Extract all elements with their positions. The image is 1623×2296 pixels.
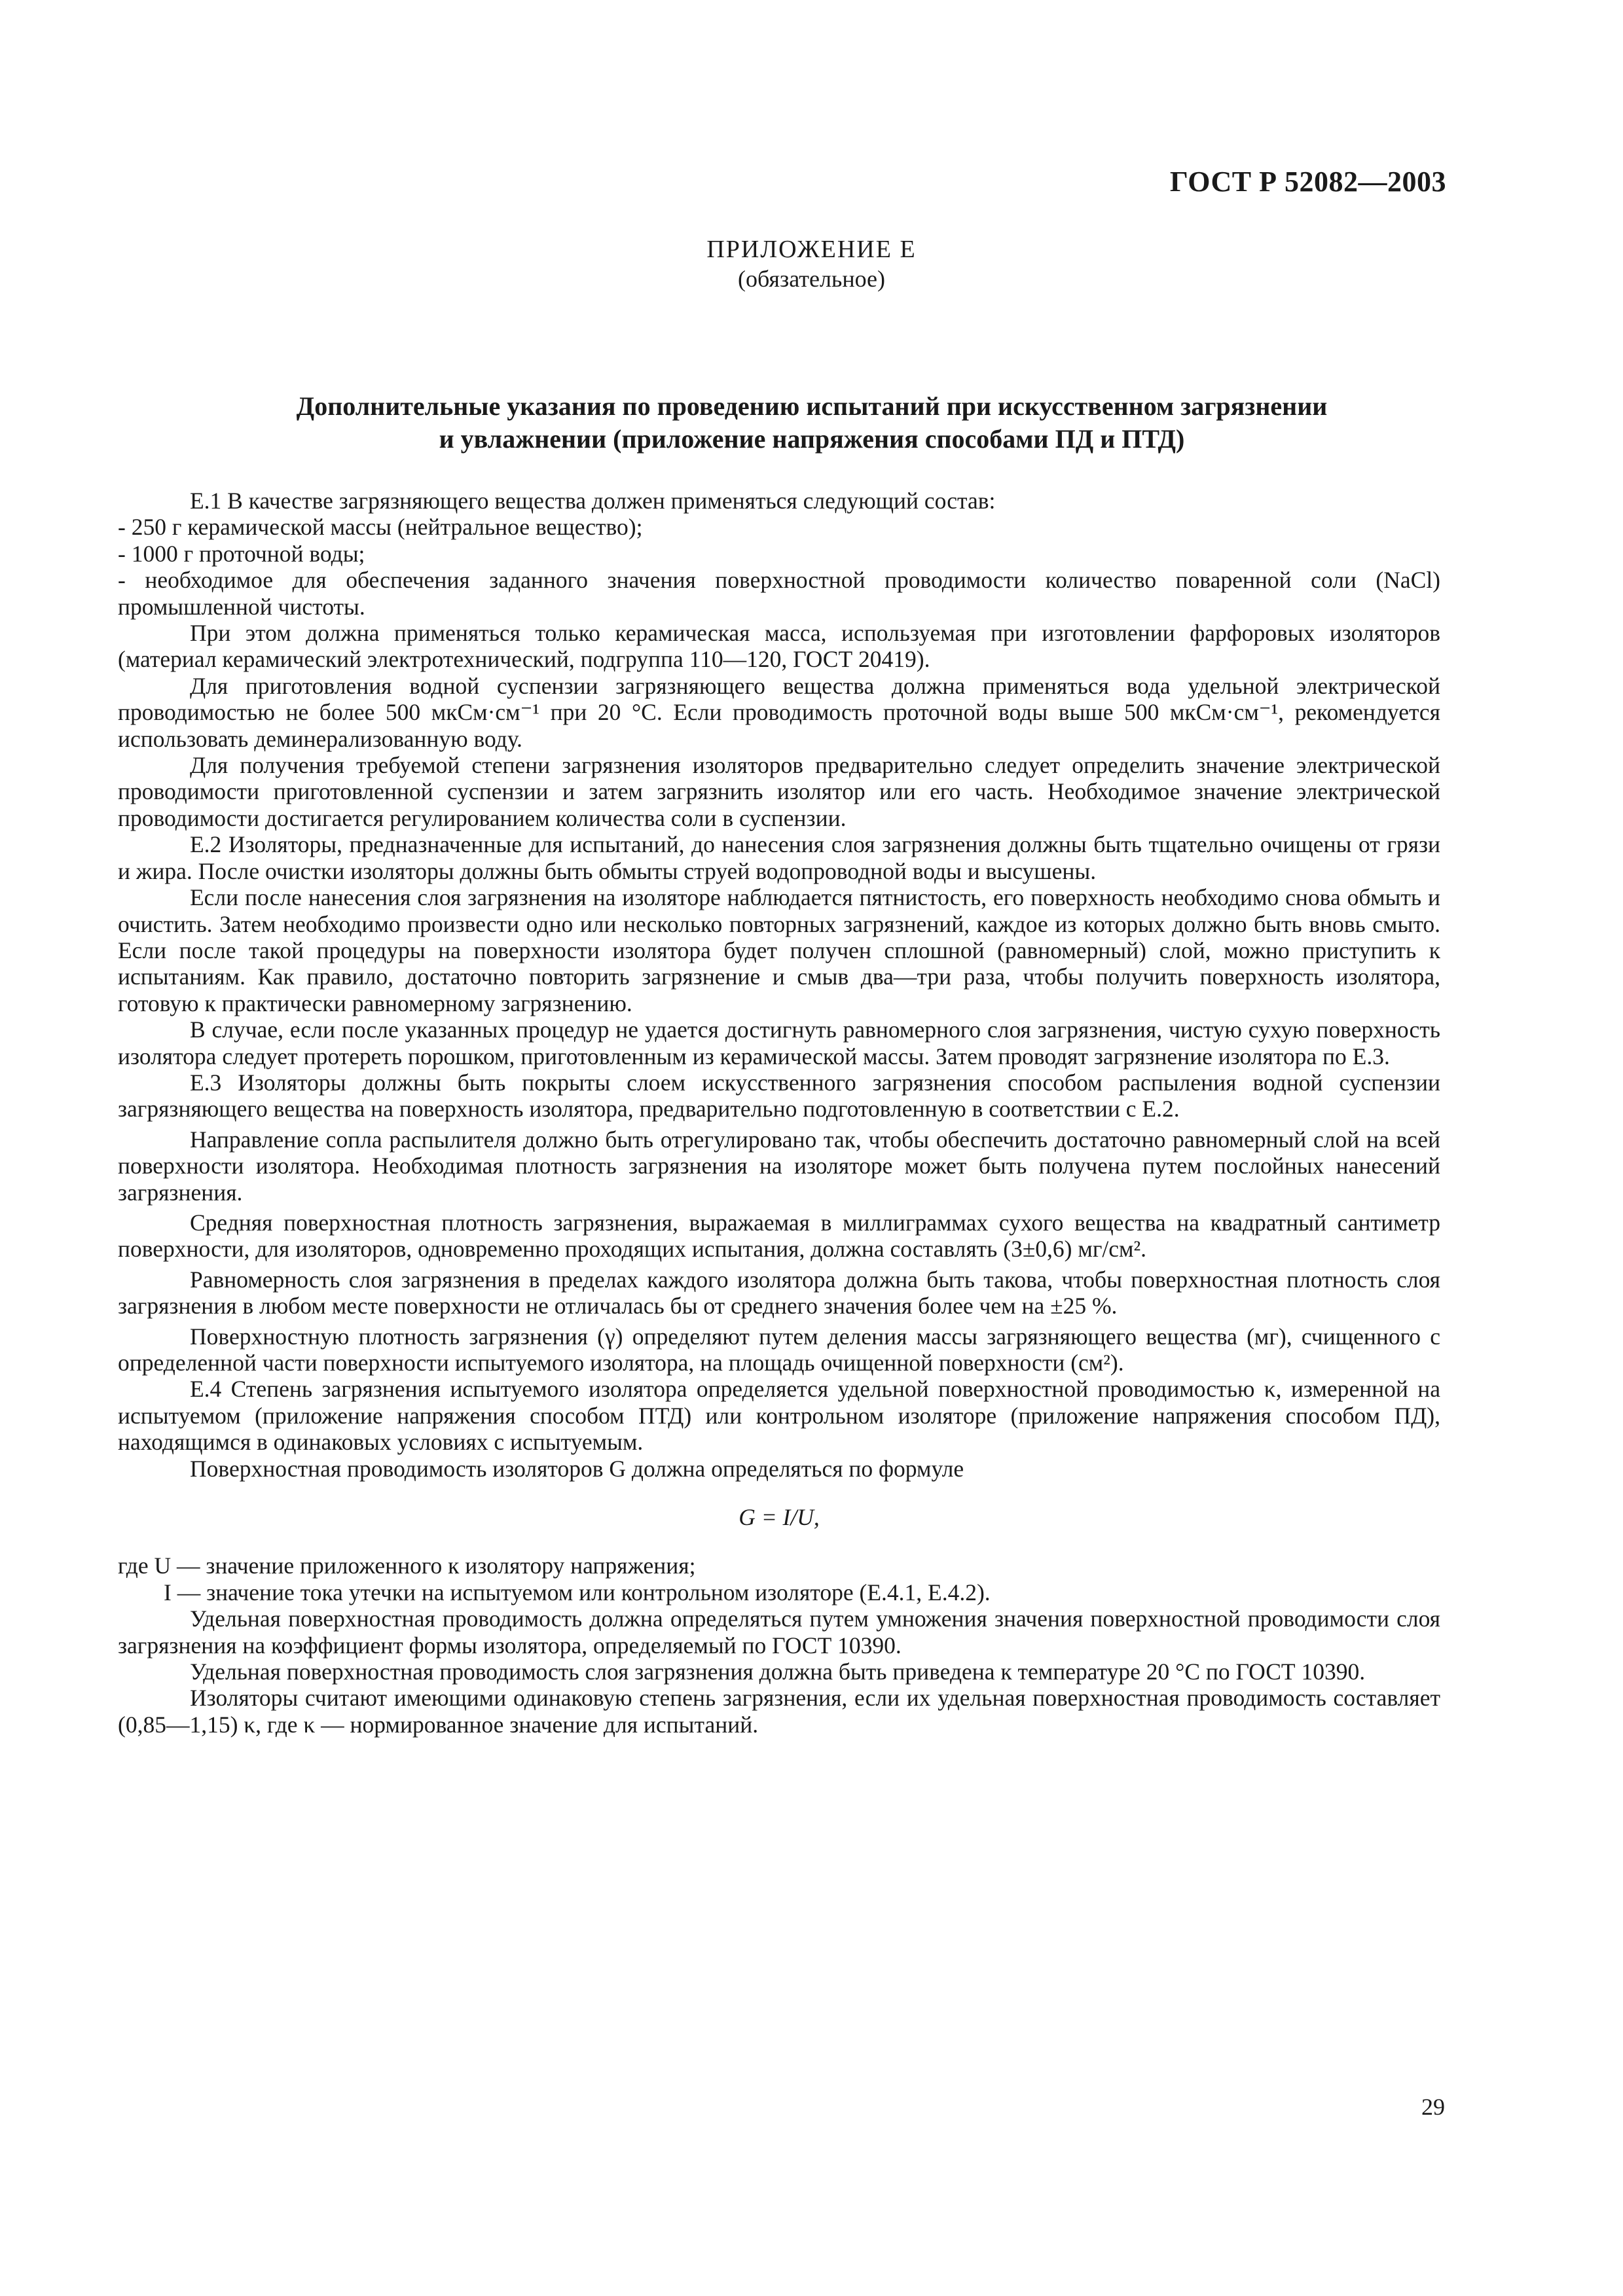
paragraph: Поверхностная проводимость изоляторов G должна определяться по формуле bbox=[190, 1455, 964, 1482]
paragraph: Для приготовления водной суспензии загрязняющего вещества должна применяться вода удельной электрической проводимостью не более 500 мкСм·см⁻¹ при 20 °С. Если проводимость проточной воды выше 500 мкСм·см⁻¹, рекомендуется использовать деминерализованную воду. bbox=[118, 672, 1440, 752]
list-item: - 1000 г проточной воды; bbox=[118, 540, 365, 567]
paragraph: Удельная поверхностная проводимость слоя загрязнения должна быть приведена к температуре 20 °С по ГОСТ 10390. bbox=[190, 1659, 1366, 1685]
paragraph: Поверхностную плотность загрязнения (γ) определяют путем деления массы загрязняющего вещества (мг), счищенного с определенной части поверхности испытуемого изолятора, на площадь очищенной поверхности (см²). bbox=[118, 1323, 1440, 1376]
formula: G = I/U, bbox=[739, 1504, 820, 1531]
paragraph: Если после нанесения слоя загрязнения на изоляторе наблюдается пятнистость, его поверхность необходимо снова обмыть и очистить. Затем необходимо произвести одно или несколько повторных загрязнений, каждое из которых должно быть вновь смыто. Если после такой процедуры на поверхности изолятора будет получен сплошной (равномерный) слой, можно приступить к испытаниям. Как правило, достаточно повторить загрязнение и смыв два—три раза, чтобы получить поверхность изолятора, готовую к практически равномерному загрязнению. bbox=[118, 884, 1440, 1016]
paragraph: Удельная поверхностная проводимость должна определяться путем умножения значения поверхностной проводимости слоя загрязнения на коэффициент формы изолятора, определяемый по ГОСТ 10390. bbox=[118, 1605, 1440, 1659]
list-item: - 250 г керамической массы (нейтральное вещество); bbox=[118, 514, 643, 541]
appendix-heading bbox=[157, 390, 1467, 456]
where-clause: где U — значение приложенного к изолятору напряжения; bbox=[118, 1552, 696, 1579]
paragraph: При этом должна применяться только керамическая масса, используемая при изготовлении фарфоровых изоляторов (материал керамический электротехнический, подгруппа 110—120, ГОСТ 20419). bbox=[118, 620, 1440, 673]
where-clause: I — значение тока утечки на испытуемом или контрольном изоляторе (Е.4.1, Е.4.2). bbox=[164, 1579, 991, 1605]
paragraph: Средняя поверхностная плотность загрязнения, выражаемая в миллиграммах сухого вещества на квадратный сантиметр поверхности, для изоляторов, одновременно проходящих испытания, должна составлять (3±0,6) мг/см². bbox=[118, 1209, 1440, 1263]
heading-line-1: Дополнительные указания по проведению испытаний при искусственном загрязнении bbox=[296, 391, 1328, 421]
paragraph: Направление сопла распылителя должно быть отрегулировано так, чтобы обеспечить достаточно равномерный слой на всей поверхности изолятора. Необходимая плотность загрязнения на изоляторе может быть получена путем послойных нанесений загрязнения. bbox=[118, 1126, 1440, 1206]
appendix-status: (обязательное) bbox=[738, 266, 885, 292]
document-code: ГОСТ Р 52082—2003 bbox=[1169, 166, 1446, 198]
paragraph: Е.3 Изоляторы должны быть покрыты слоем искусственного загрязнения способом распыления водной суспензии загрязняющего вещества на поверхность изолятора, предварительно подготовленную в соответствии с Е.2. bbox=[118, 1069, 1440, 1122]
paragraph: Изоляторы считают имеющими одинаковую степень загрязнения, если их удельная поверхностная проводимость составляет (0,85—1,15) κ, где κ — нормированное значение для испытаний. bbox=[118, 1685, 1440, 1738]
page-number: 29 bbox=[1421, 2094, 1445, 2120]
body-text bbox=[118, 488, 1440, 1738]
paragraph: Равномерность слоя загрязнения в пределах каждого изолятора должна быть такова, чтобы поверхностная плотность слоя загрязнения в любом месте поверхности не отличалась бы от среднего значения более чем на ±25 %. bbox=[118, 1266, 1440, 1319]
paragraph: Е.4 Степень загрязнения испытуемого изолятора определяется удельной поверхностной проводимостью κ, измеренной на испытуемом (приложение напряжения способом ПТД) или контрольном изоляторе (приложение напряжения способом ПД), находящимся в одинаковых условиях с испытуемым. bbox=[118, 1376, 1440, 1456]
list-item: - необходимое для обеспечения заданного значения поверхностной проводимости количество поваренной соли (NaCl) промышленной чистоты. bbox=[118, 567, 1440, 620]
paragraph: Для получения требуемой степени загрязнения изоляторов предварительно следует определить значение электрической проводимости приготовленной суспензии и затем загрязнить изолятор или его часть. Необходимое значение электрической проводимости достигается регулированием количества соли в суспензии. bbox=[118, 752, 1440, 831]
paragraph: В случае, если после указанных процедур не удается достигнуть равномерного слоя загрязнения, чистую сухую поверхность изолятора следует протереть порошком, приготовленным из керамической массы. Затем проводят загрязнение изолятора по Е.3. bbox=[118, 1016, 1440, 1069]
appendix-title: ПРИЛОЖЕНИЕ Е bbox=[706, 236, 917, 263]
paragraph: Е.1 В качестве загрязняющего вещества должен применяться следующий состав: bbox=[190, 488, 996, 514]
heading-line-2: и увлажнении (приложение напряжения способами ПД и ПТД) bbox=[439, 424, 1185, 454]
paragraph: Е.2 Изоляторы, предназначенные для испытаний, до нанесения слоя загрязнения должны быть тщательно очищены от грязи и жира. После очистки изоляторы должны быть обмыты струей водопроводной воды и высушены. bbox=[118, 831, 1440, 884]
